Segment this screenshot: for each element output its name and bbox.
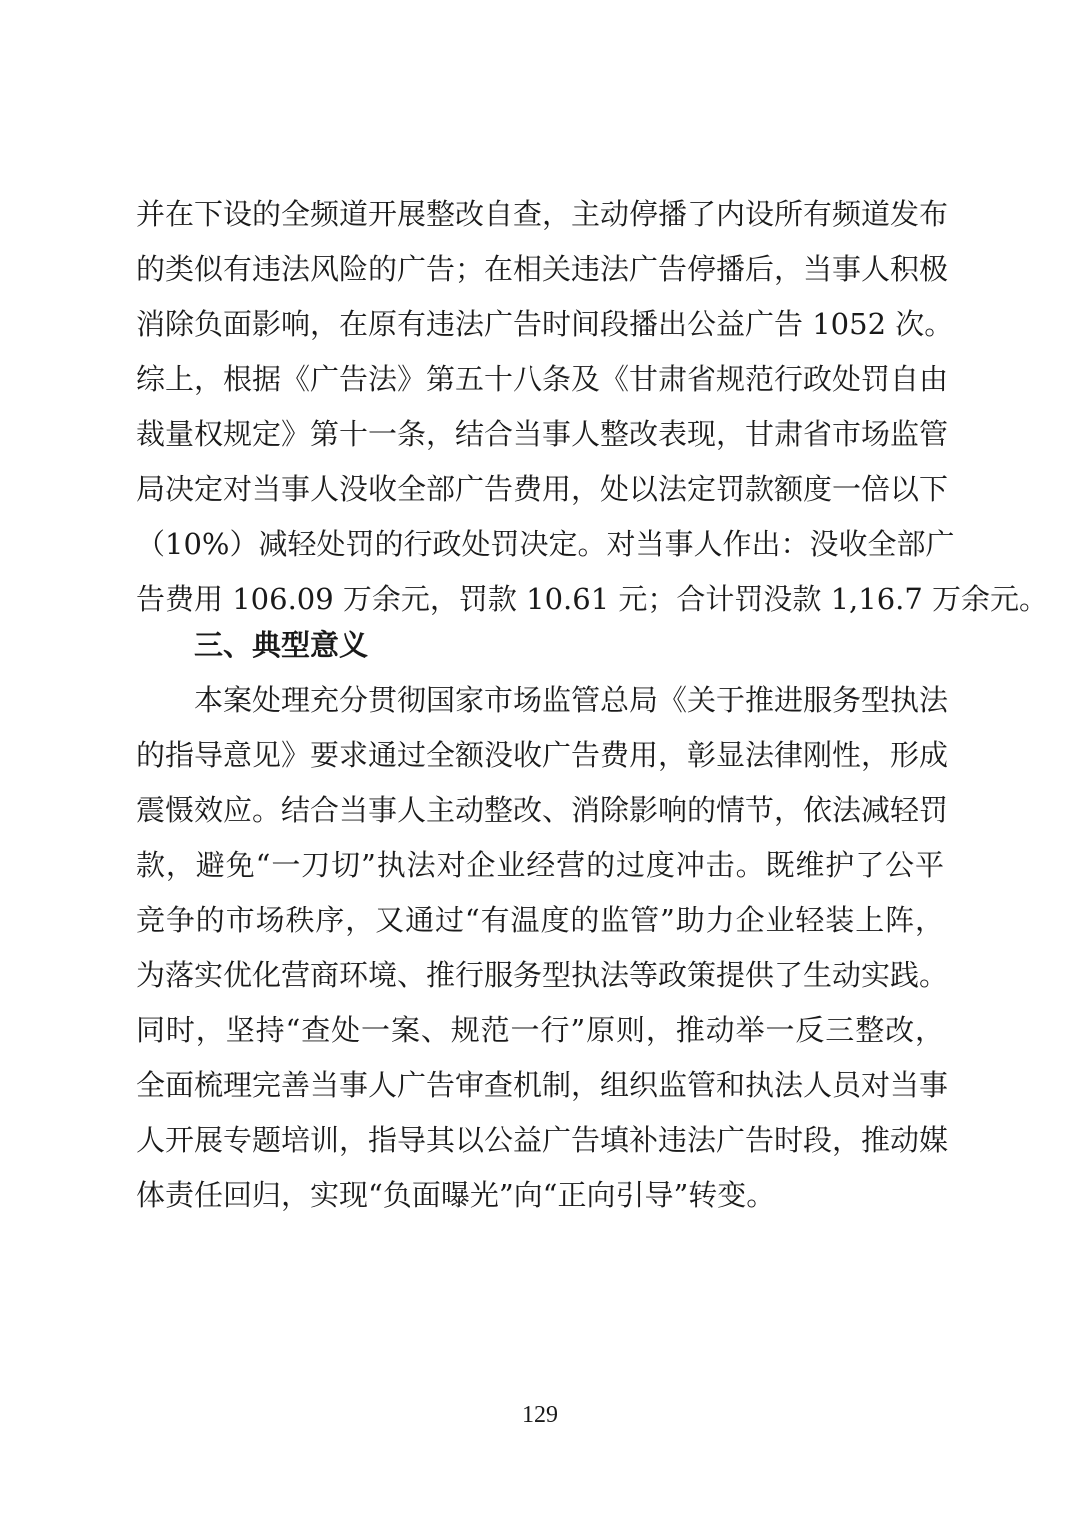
paragraph-2-line-1: 本案处理充分贯彻国家市场监管总局《关于推进服务型执法 bbox=[194, 683, 949, 717]
paragraph-1-line-5: 裁量权规定》第十一条，结合当事人整改表现，甘肃省市场监管 bbox=[136, 417, 949, 451]
paragraph-2-line-5: 竞争的市场秩序，又通过“有温度的监管”助力企业轻装上阵， bbox=[136, 903, 944, 937]
paragraph-1-line-3: 消除负面影响，在原有违法广告时间段播出公益广告 1052 次。 bbox=[136, 307, 954, 341]
paragraph-2-line-4: 款，避免“一刀切”执法对企业经营的过度冲击。既维护了公平 bbox=[136, 848, 944, 882]
paragraph-2-line-2: 的指导意见》要求通过全额没收广告费用，彰显法律刚性，形成 bbox=[136, 738, 949, 772]
paragraph-2-line-6: 为落实优化营商环境、推行服务型执法等政策提供了生动实践。 bbox=[136, 958, 949, 992]
paragraph-1-line-7: （10%）减轻处罚的行政处罚决定。对当事人作出：没收全部广 bbox=[136, 527, 955, 561]
paragraph-1-line-2: 的类似有违法风险的广告；在相关违法广告停播后，当事人积极 bbox=[136, 252, 949, 286]
paragraph-1-line-8: 告费用 106.09 万余元，罚款 10.61 元；合计罚没款 1,16.7 万余元。 bbox=[136, 582, 1049, 616]
paragraph-1-line-6: 局决定对当事人没收全部广告费用，处以法定罚款额度一倍以下 bbox=[136, 472, 949, 506]
paragraph-2-line-3: 震慑效应。结合当事人主动整改、消除影响的情节，依法减轻罚 bbox=[136, 793, 949, 827]
paragraph-1-line-1: 并在下设的全频道开展整改自查，主动停播了内设所有频道发布 bbox=[136, 197, 949, 231]
paragraph-1-line-4: 综上，根据《广告法》第五十八条及《甘肃省规范行政处罚自由 bbox=[136, 362, 949, 396]
section-heading: 三、典型意义 bbox=[194, 628, 369, 662]
paragraph-2-line-7: 同时，坚持“查处一案、规范一行”原则，推动举一反三整改， bbox=[136, 1013, 944, 1047]
paragraph-2-line-10: 体责任回归，实现“负面曝光”向“正向引导”转变。 bbox=[136, 1178, 776, 1212]
paragraph-2-line-9: 人开展专题培训，指导其以公益广告填补违法广告时段，推动媒 bbox=[136, 1123, 949, 1157]
page-number: 129 bbox=[522, 1402, 558, 1428]
paragraph-2-line-8: 全面梳理完善当事人广告审查机制，组织监管和执法人员对当事 bbox=[136, 1068, 949, 1102]
